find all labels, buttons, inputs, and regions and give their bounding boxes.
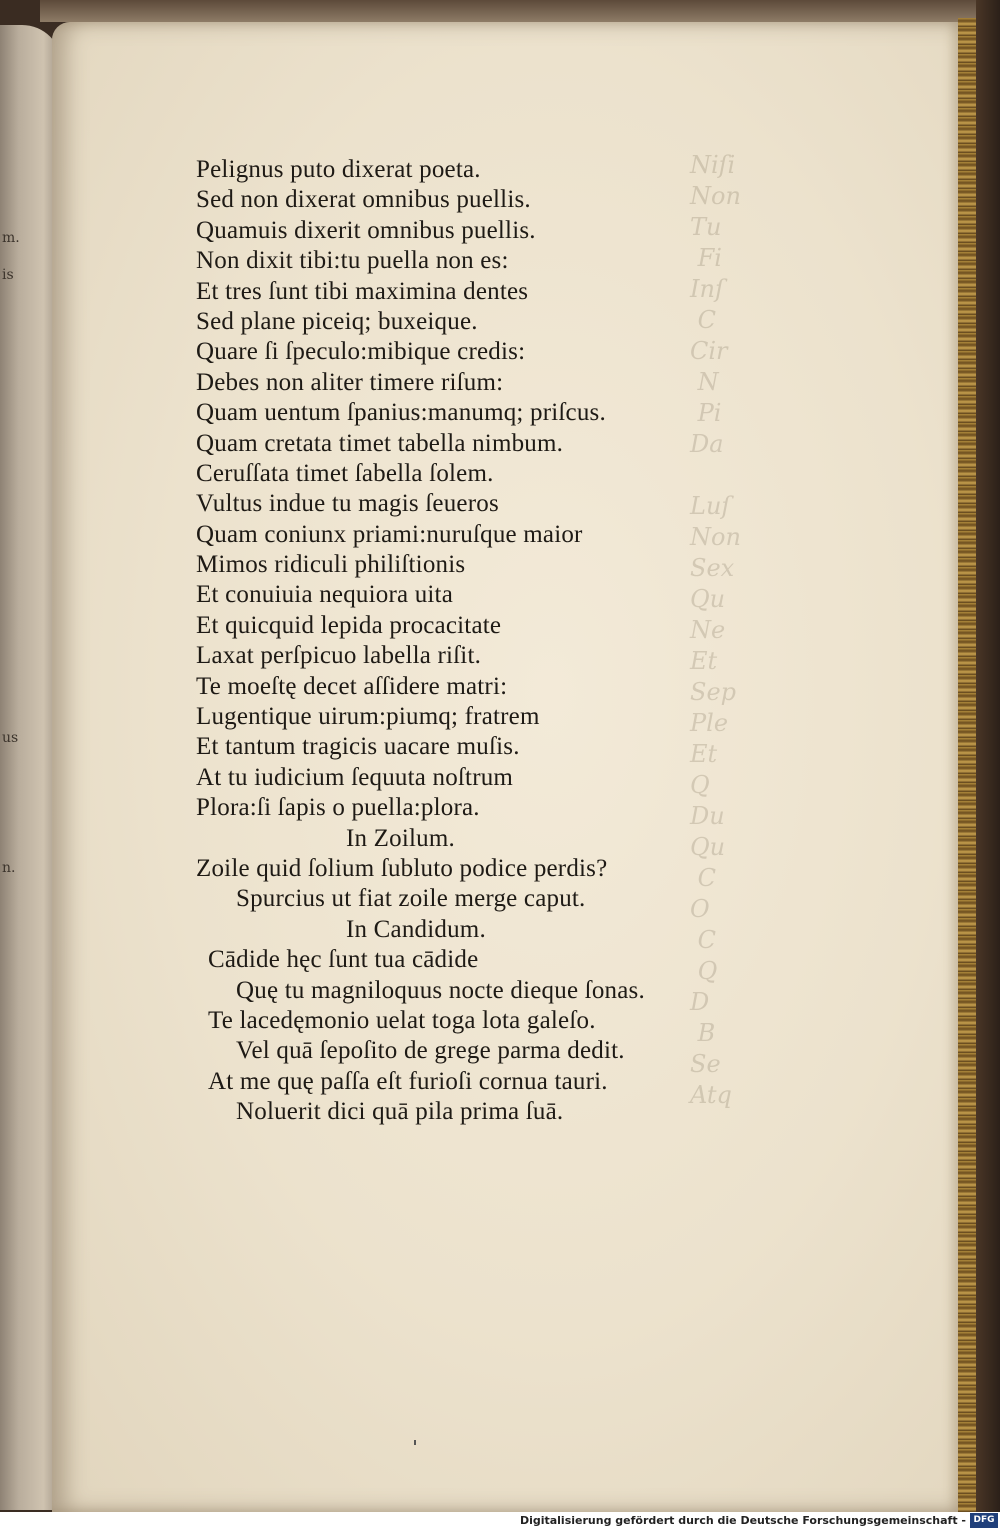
poem-line: At tu iudicium ſequuta noſtrum xyxy=(196,763,514,791)
footer-bar xyxy=(0,1512,1000,1530)
poem-line: Sed plane piceiq; buxeique. xyxy=(196,307,478,335)
poem-line: In Zoilum. xyxy=(346,824,455,852)
poem-line: Quę tu magniloquus nocte dieque ſonas. xyxy=(236,976,645,1004)
funding-credit: Digitalisierung gefördert durch die Deutsche Forschungsgemeinschaft - xyxy=(519,1514,966,1527)
poem-text xyxy=(196,155,896,1128)
poem-line: Spurcius ut fiat zoile merge caput. xyxy=(236,885,586,913)
book-top-edge xyxy=(40,0,976,22)
poem-line: At me quę paſſa eſt furioſi cornua tauri. xyxy=(208,1067,608,1095)
verso-show-through: Niſi Non Tu Fi Inſ C Cir N Pi Da Luſ Non Sex Qu Ne Et Sep Ple Et Q Du Qu C O C Q D B Se Atq xyxy=(690,151,741,1109)
poem-line: In Candidum. xyxy=(346,915,486,943)
poem-line: Noluerit dici quā pila prima ſuā. xyxy=(236,1098,564,1126)
poem-line: Et tantum tragicis uacare muſis. xyxy=(196,733,520,761)
poem-line: Plora:ſi ſapis o puella:plora. xyxy=(196,794,480,822)
poem-line: Quamuis dixerit omnibus puellis. xyxy=(196,216,536,244)
poem-line: Non dixit tibi:tu puella non es: xyxy=(196,247,509,275)
facing-page-marks: m. is us n. xyxy=(2,230,20,876)
gilt-page-edge xyxy=(958,18,976,1512)
poem-line: Quam cretata timet tabella nimbum. xyxy=(196,429,564,457)
poem-line: Et quicquid lepida procacitate xyxy=(196,611,502,639)
ink-speck xyxy=(414,1440,416,1445)
dfg-logo-icon: DFG xyxy=(970,1513,998,1528)
poem-line: Quam uentum ſpanius:manumq; priſcus. xyxy=(196,399,606,427)
poem-line: Mimos ridiculi philiſtionis xyxy=(196,551,466,579)
poem-line: Pelignus puto dixerat poeta. xyxy=(196,156,481,183)
poem-line: Cādide hęc ſunt tua cādide xyxy=(208,946,479,974)
binding-edge xyxy=(976,0,1000,1530)
poem-line: Debes non aliter timere riſum: xyxy=(196,368,504,396)
poem-line: Vultus indue tu magis ſeueros xyxy=(196,490,499,518)
poem-line: Sed non dixerat omnibus puellis. xyxy=(196,186,531,214)
poem-line: Laxat perſpicuo labella riſit. xyxy=(196,642,482,670)
poem-line: Te lacedęmonio uelat toga lota galeſo. xyxy=(208,1006,596,1034)
poem-line: Lugentique uirum:piumq; fratrem xyxy=(196,703,540,731)
poem-line: Te moeſtę decet aſſidere matri: xyxy=(196,672,508,700)
poem-line: Quare ſi ſpeculo:mibique credis: xyxy=(196,338,526,366)
poem-line: Et tres ſunt tibi maximina dentes xyxy=(196,277,529,305)
poem-line: Vel quā ſepoſito de grege parma dedit. xyxy=(236,1037,625,1065)
poem-line: Et conuiuia nequiora uita xyxy=(196,581,454,609)
poem-line: Zoile quid ſolium ſubluto podice perdis? xyxy=(196,854,608,882)
poem-line: Ceruſſata timet ſabella ſolem. xyxy=(196,459,494,487)
poem-line: Quam coniunx priami:nuruſque maior xyxy=(196,520,583,548)
